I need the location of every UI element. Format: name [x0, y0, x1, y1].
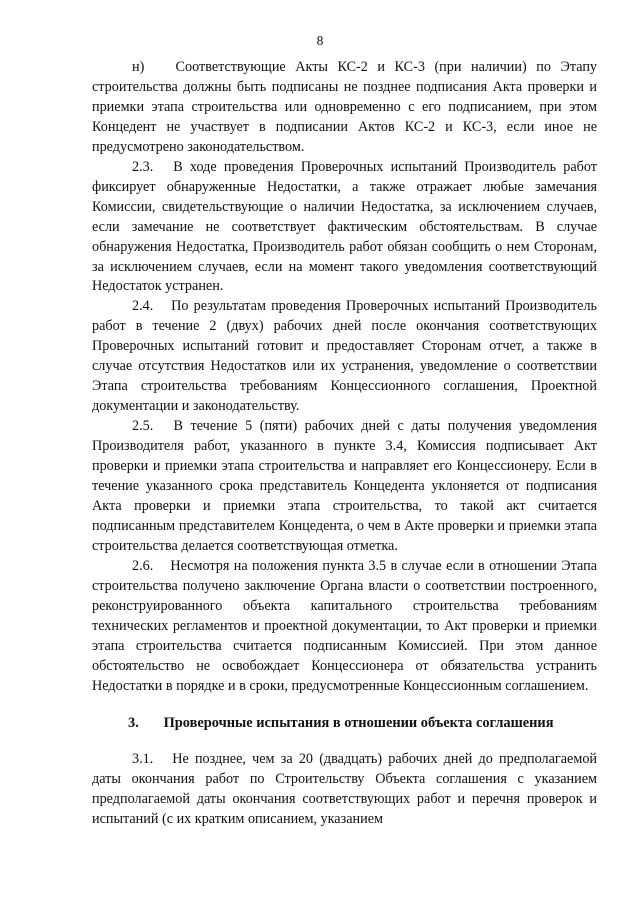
paragraph-text: В ходе проведения Проверочных испытаний Производитель работ фиксирует обнаруженные Недостатки, а также отражает любые замечания Комиссии, свидетельствующие о наличии Недостатка, за исключением случаев, если замечание не соответствует фактическим обстоятельствам. В случае обнаружения Недостатка, Производитель работ обязан сообщить о нем Сторонам, за исключением случаев, если на момент такого уведомления соответствующий Недостаток устранен.	[92, 158, 598, 295]
paragraph-number: 2.6.	[132, 557, 154, 574]
section-title: Проверочные испытания в отношении объекта соглашения	[163, 714, 554, 731]
paragraph-number: 2.4.	[132, 298, 154, 315]
paragraph-text: По результатам проведения Проверочных испытаний Производитель работ в течение 2 (двух) рабочих дней после окончания соответствующих Проверочных испытаний готовит и предоставляет Сторонам отчет, а также в случае отсутствия Недостатков или их устранения, уведомление о соответствии Этапа строительства требованиям Концессионного соглашения, Проектной документации и законодательству.	[92, 298, 598, 415]
paragraph-number: 3.1.	[132, 751, 154, 768]
paragraph-number: н)	[132, 59, 145, 75]
paragraph-2-3	[92, 158, 597, 298]
paragraph-2-6	[92, 557, 597, 697]
paragraph-text: В течение 5 (пяти) рабочих дней с даты получения уведомления Производителя работ, указанного в пункте 3.4, Комиссия подписывает Акт проверки и приемки этапа строительства и направляет его Концессионеру. Если в течение указанного срока представитель Концедента уклоняется от подписания Акта проверки и приемки этапа строительства, то такой акт считается подписанным представителем Концедента, о чем в Акте проверки и приемки этапа строительства делается соответствующая отметка.	[92, 418, 597, 554]
section-heading	[92, 714, 597, 734]
paragraph-text: Соответствующие Акты КС-2 и КС-3 (при наличии) по Этапу строительства должны быть подписаны не позднее подписания Акта проверки и приемки этапа строительства или одновременно с его подписанием, при этом Концедент не участвует в подписании Актов КС-2 и КС-3, если иное не предусмотрено законодательством.	[92, 59, 598, 155]
paragraph-number: 2.5.	[132, 418, 154, 435]
paragraph-3-1	[92, 750, 597, 830]
paragraph-2-5	[92, 417, 597, 557]
page-number: 8	[316, 33, 324, 48]
section-number: 3.	[128, 714, 139, 731]
paragraph-text: Не позднее, чем за 20 (двадцать) рабочих дней до предполагаемой даты окончания работ по Строительству Объекта соглашения с указанием предполагаемой даты окончания соответствующих работ и перечня проверок и испытаний (с их кратким описанием, указанием	[92, 751, 598, 828]
paragraph-2-4	[92, 297, 597, 417]
paragraph-text: Несмотря на положения пункта 3.5 в случае если в отношении Этапа строительства получено заключение Органа власти о соответствии построенного, реконструированного объекта капитального строительства требованиям технических регламентов и проектной документации, то Акт проверки и приемки этапа строительства считается подписанным Комиссией. При этом данное обстоятельство не освобождает Концессионера от обязательства устранить Недостатки в порядке и в сроки, предусмотренные Концессионным соглашением.	[92, 557, 597, 694]
paragraph-number: 2.3.	[132, 158, 154, 175]
document-body	[92, 58, 597, 830]
paragraph-n	[92, 58, 597, 158]
